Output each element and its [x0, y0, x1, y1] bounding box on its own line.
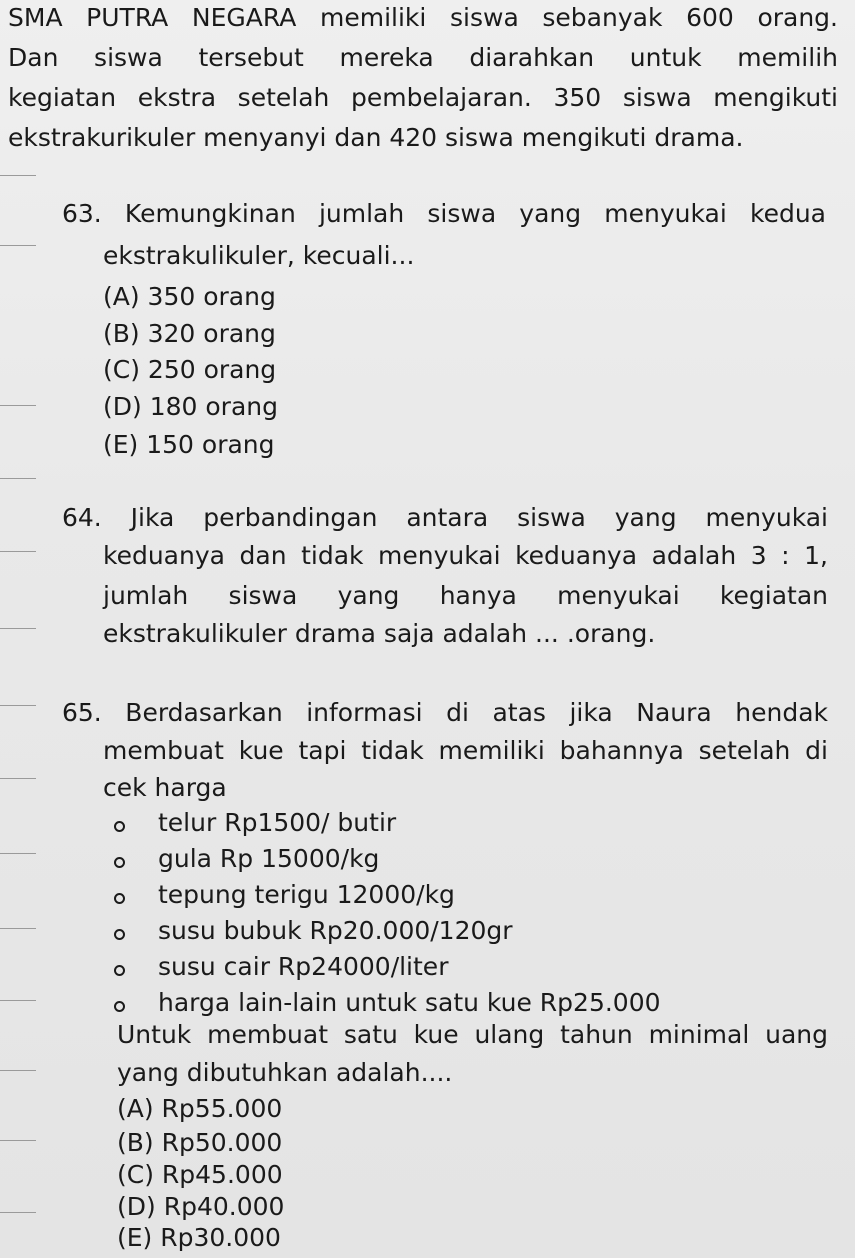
page-rule: [0, 175, 36, 176]
question-text: Untuk membuat satu kue ulang tahun minimal uang: [117, 1020, 828, 1049]
option-c: (C) Rp45.000: [117, 1160, 283, 1189]
question-text: ekstrakulikuler drama saja adalah ... .orang.: [103, 619, 656, 648]
page-rule: [0, 628, 36, 629]
list-item: gula Rp 15000/kg: [158, 844, 380, 873]
bullet-icon: [114, 965, 125, 976]
page-rule: [0, 928, 36, 929]
intro-line: kegiatan ekstra setelah pembelajaran. 350 siswa mengikuti: [8, 83, 838, 112]
option-b: (B) Rp50.000: [117, 1128, 283, 1157]
question-text: 65. Berdasarkan informasi di atas jika Naura hendak: [62, 698, 828, 727]
intro-line: Dan siswa tersebut mereka diarahkan untuk memilih: [8, 43, 838, 72]
page-rule: [0, 1000, 36, 1001]
intro-line: ekstrakurikuler menyanyi dan 420 siswa mengikuti drama.: [8, 123, 744, 152]
option-a: (A) 350 orang: [103, 282, 276, 311]
page-rule: [0, 478, 36, 479]
page-rule: [0, 778, 36, 779]
page-rule: [0, 405, 36, 406]
bullet-icon: [114, 929, 125, 940]
page-rule: [0, 245, 36, 246]
bullet-icon: [114, 893, 125, 904]
question-text: membuat kue tapi tidak memiliki bahannya setelah di: [103, 736, 828, 765]
list-item: harga lain-lain untuk satu kue Rp25.000: [158, 988, 661, 1017]
page-rule: [0, 1212, 36, 1213]
list-item: telur Rp1500/ butir: [158, 808, 397, 837]
page-rule: [0, 1070, 36, 1071]
list-item: tepung terigu 12000/kg: [158, 880, 455, 909]
question-text: jumlah siswa yang hanya menyukai kegiatan: [103, 581, 828, 610]
page-rule: [0, 705, 36, 706]
page-rule: [0, 1140, 36, 1141]
bullet-icon: [114, 1001, 125, 1012]
bullet-icon: [114, 821, 125, 832]
question-text: 64. Jika perbandingan antara siswa yang menyukai: [62, 503, 828, 532]
option-d: (D) Rp40.000: [117, 1192, 285, 1221]
option-c: (C) 250 orang: [103, 355, 277, 384]
question-text: yang dibutuhkan adalah....: [117, 1058, 453, 1087]
question-text: ekstrakulikuler, kecuali...: [103, 241, 415, 270]
option-a: (A) Rp55.000: [117, 1094, 283, 1123]
page-rule: [0, 551, 36, 552]
question-text: keduanya dan tidak menyukai keduanya adalah 3 : 1,: [103, 541, 828, 570]
option-d: (D) 180 orang: [103, 392, 278, 421]
option-b: (B) 320 orang: [103, 319, 276, 348]
intro-line: SMA PUTRA NEGARA memiliki siswa sebanyak 600 orang.: [8, 3, 838, 32]
page-rule: [0, 853, 36, 854]
bullet-icon: [114, 857, 125, 868]
question-text: cek harga: [103, 773, 227, 802]
question-text: 63. Kemungkinan jumlah siswa yang menyukai kedua: [62, 199, 826, 228]
option-e: (E) 150 orang: [103, 430, 275, 459]
option-e: (E) Rp30.000: [117, 1223, 281, 1252]
list-item: susu cair Rp24000/liter: [158, 952, 449, 981]
list-item: susu bubuk Rp20.000/120gr: [158, 916, 513, 945]
